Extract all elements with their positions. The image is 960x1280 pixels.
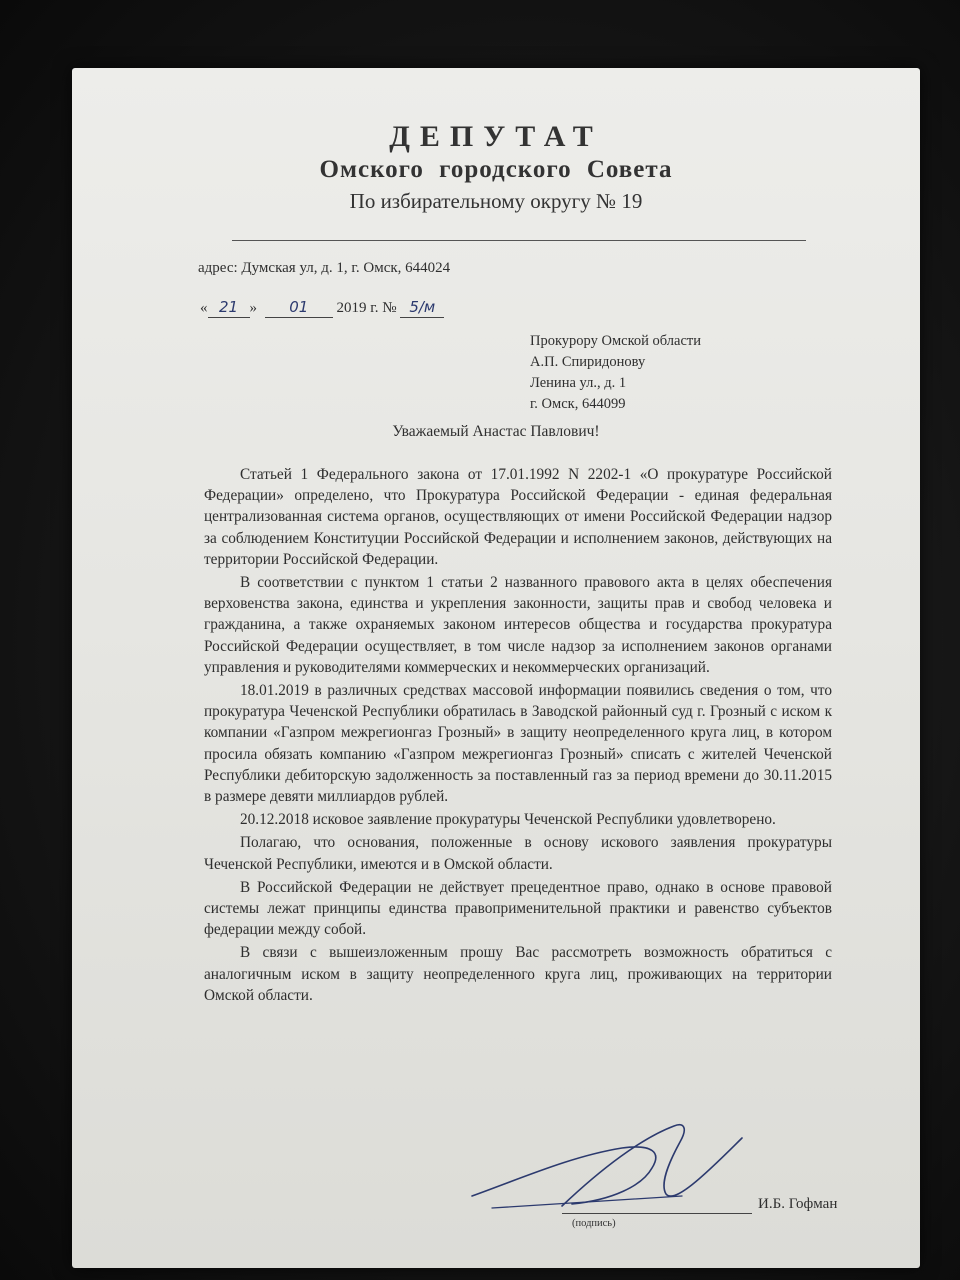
recipient-line: г. Омск, 644099 xyxy=(530,396,626,412)
letterhead-title: ДЕПУТАТ xyxy=(389,120,603,153)
date-month: 01 xyxy=(289,298,309,316)
signature-block xyxy=(562,1186,862,1246)
body-paragraph: 20.12.2018 исковое заявление прокуратуры Чеченской Республики удовлетворено. xyxy=(240,811,776,829)
greeting: Уважаемый Анастас Павлович! xyxy=(392,423,600,440)
letterhead-district: По избирательному округу № 19 xyxy=(349,189,643,213)
date-close-quote: » xyxy=(249,300,257,316)
signature-line xyxy=(562,1213,752,1214)
recipient-line: Ленина ул., д. 1 xyxy=(530,375,627,391)
doc-number: 5/м xyxy=(409,298,436,316)
body-paragraph: В соответствии с пунктом 1 статьи 2 названного правового акта в целях обеспечения верховенства закона, единства и укрепления законности, защиты прав и свобод человека и гражданина, а также охраняемых законом интересов общества и государства прокуратура Российской Федерации осуществляет, в том числе надзор за исполнением законов органами управления и руководителями коммерческих и некоммерческих организаций. xyxy=(204,574,832,676)
signature-caption: (подпись) xyxy=(572,1218,616,1229)
body-paragraph: 18.01.2019 в различных средствах массовой информации появились сведения о том, что прокуратура Чеченской Республики обратилась в Заводской районный суд г. Грозный с иском к компании «Газпром межрегионгаз Грозный» в защиту неопределенного круга лиц, в котором просила обязать компанию «Газпром межрегионгаз Грозный» списать с жителей Чеченской Республики дебиторскую задолженность за поставленный газ за период времени до 30.11.2015 в размере девяти миллиардов рублей. xyxy=(204,682,832,806)
body-paragraph: В связи с вышеизложенным прошу Вас рассмотреть возможность обратиться с аналогичным иском в защиту неопределенного круга лиц, проживающих на территории Омской области. xyxy=(204,944,832,1004)
body-paragraph: Статьей 1 Федерального закона от 17.01.1992 N 2202-1 «О прокуратуре Российской Федерации» определено, что Прокуратура Российской Федерации - единая федеральная централизованная система органов, осуществляющих от имени Российской Федерации надзор за соблюдением Конституции Российской Федерации и исполнением законов, действующих на территории Российской Федерации. xyxy=(204,466,832,568)
letter-body xyxy=(204,464,832,1008)
date-day: 21 xyxy=(218,298,239,316)
signatory-name: И.Б. Гофман xyxy=(758,1196,838,1212)
letter-sheet xyxy=(72,68,920,1268)
recipient-line: А.П. Спиридонову xyxy=(530,354,646,370)
letterhead-divider xyxy=(232,240,806,241)
date-open-quote: « xyxy=(200,300,208,316)
body-paragraph: Полагаю, что основания, положенные в основу искового заявления прокуратуры Чеченской Республики, имеются и в Омской области. xyxy=(204,834,832,873)
doc-number-blank xyxy=(400,298,444,318)
letterhead-subtitle: Омского городского Совета xyxy=(319,156,673,183)
date-day-blank xyxy=(208,298,250,318)
body-paragraph: В Российской Федерации не действует прецедентное право, однако в основе правовой системы лежат принципы единства правоприменительной практики и равенство субъектов федерации между собой. xyxy=(204,878,832,939)
date-line xyxy=(200,298,444,318)
date-year: 2019 г. № xyxy=(336,300,397,316)
sender-address: адрес: Думская ул, д. 1, г. Омск, 644024 xyxy=(198,260,451,276)
date-month-blank xyxy=(265,298,333,318)
recipient-block xyxy=(530,331,701,415)
recipient-line: Прокурору Омской области xyxy=(530,333,701,349)
